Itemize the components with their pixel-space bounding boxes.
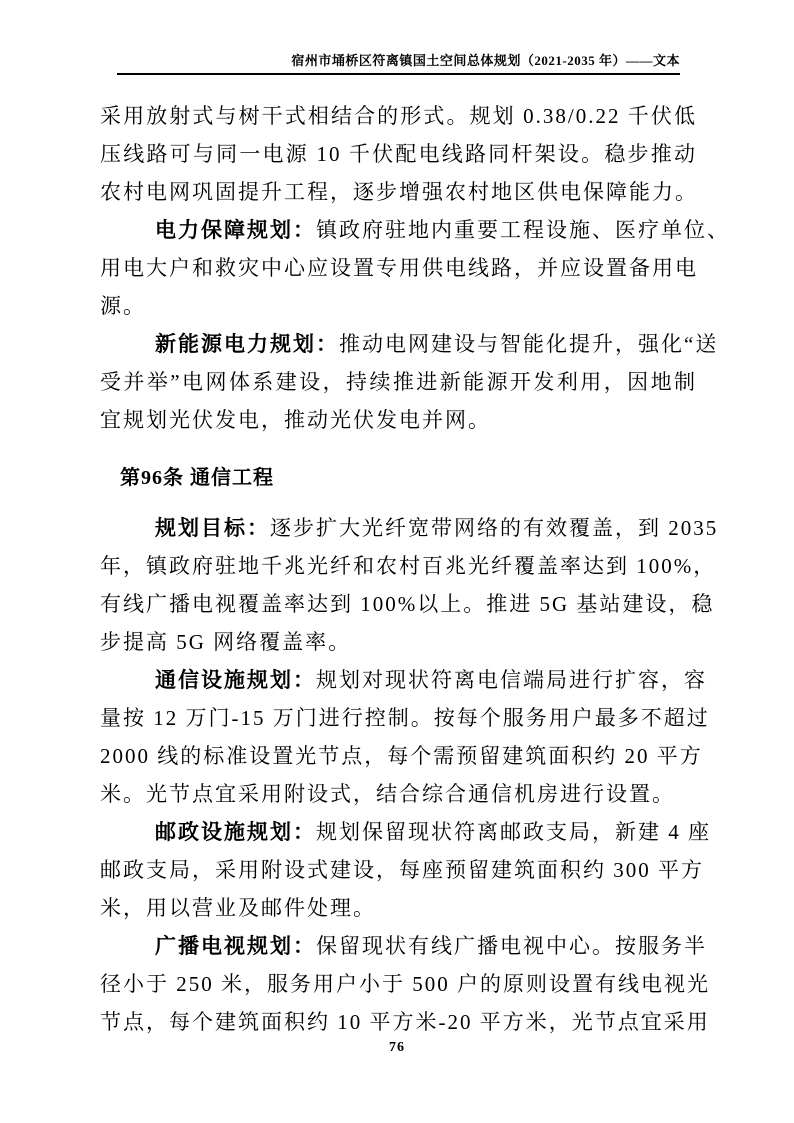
text-line-rest: 保留现状有线广播电视中心。按服务半 [316, 934, 707, 958]
text-line: 源。 [100, 294, 146, 318]
page-number: 76 [389, 1040, 405, 1055]
text-line: 邮政支局，采用附设式建设，每座预留建筑面积约 300 平方 [100, 858, 704, 882]
text-line [100, 927, 707, 965]
paragraph [100, 97, 697, 211]
paragraph [100, 927, 710, 1041]
text-line [100, 661, 707, 699]
paragraph [100, 509, 719, 661]
paragraph-lead: 新能源电力规划： [155, 332, 339, 356]
text-line: 压线路可与同一电源 10 千伏配电线路同杆架设。稳步推动 [100, 142, 697, 166]
text-line: 年，镇政府驻地千兆光纤和农村百兆光纤覆盖率达到 100%， [100, 554, 717, 578]
text-line: 采用放射式与树干式相结合的形式。规划 0.38/0.22 千伏低 [100, 104, 697, 128]
text-line [100, 509, 719, 547]
paragraph-lead: 通信设施规划： [155, 668, 316, 692]
paragraph-lead: 电力保障规划： [155, 218, 316, 242]
text-line-rest: 逐步扩大光纤宽带网络的有效覆盖，到 2035 [270, 516, 719, 540]
paragraph-lead: 邮政设施规划： [155, 820, 316, 844]
paragraph [100, 325, 719, 439]
text-line-rest: 推动电网建设与智能化提升，强化“送 [339, 332, 719, 356]
text-line: 宜规划光伏发电，推动光伏发电并网。 [100, 408, 491, 432]
text-line: 受并举”电网体系建设，持续推进新能源开发利用，因地制 [100, 370, 697, 394]
text-line: 径小于 250 米，服务用户小于 500 户的原则设置有线电视光 [100, 972, 710, 996]
page-footer [0, 1038, 794, 1056]
text-line: 2000 线的标准设置光节点，每个需预留建筑面积约 20 平方 [100, 744, 703, 768]
article-heading: 第96条 通信工程 [120, 467, 274, 489]
text-line: 米，用以营业及邮件处理。 [100, 896, 376, 920]
paragraph [100, 813, 711, 927]
page-header [117, 50, 680, 75]
text-line [100, 211, 730, 249]
text-line-rest: 规划对现状符离电信端局进行扩容，容 [316, 668, 707, 692]
paragraph [100, 211, 730, 325]
text-line: 量按 12 万门-15 万门进行控制。按每个服务用户最多不超过 [100, 706, 710, 730]
text-line: 步提高 5G 网络覆盖率。 [100, 630, 352, 654]
paragraph-lead: 规划目标： [155, 516, 270, 540]
text-line: 有线广播电视覆盖率达到 100%以上。推进 5G 基站建设，稳 [100, 592, 715, 616]
text-line [100, 325, 719, 363]
header-title: 宿州市埇桥区符离镇国土空间总体规划（2021-2035 年）——文本 [291, 53, 680, 68]
paragraph-lead: 广播电视规划： [155, 934, 316, 958]
text-line-rest: 规划保留现状符离邮政支局，新建 4 座 [316, 820, 711, 844]
text-line [100, 813, 711, 851]
text-line: 米。光节点宜采用附设式，结合综合通信机房进行设置。 [100, 782, 675, 806]
text-line: 节点，每个建筑面积约 10 平方米-20 平方米，光节点宜采用 [100, 1010, 710, 1034]
paragraph [100, 661, 710, 813]
text-line: 用电大户和救灾中心应设置专用供电线路，并应设置备用电 [100, 256, 698, 280]
document-body [100, 97, 730, 1041]
text-line: 农村电网巩固提升工程，逐步增强农村地区供电保障能力。 [100, 180, 698, 204]
text-line-rest: 镇政府驻地内重要工程设施、医疗单位、 [316, 218, 730, 242]
